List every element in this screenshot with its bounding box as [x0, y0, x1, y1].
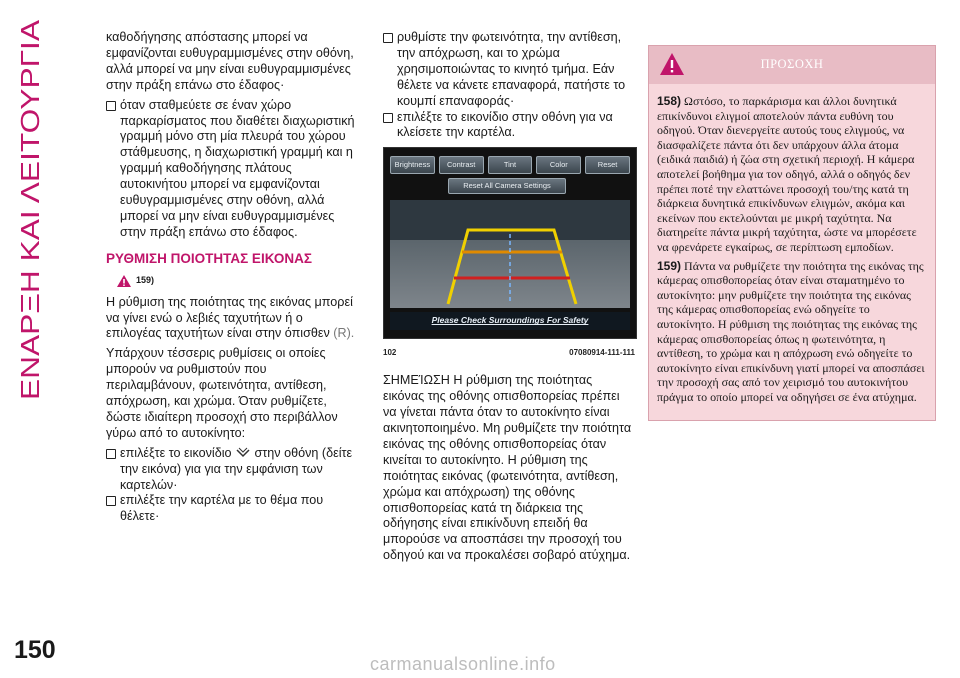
list-item — [383, 110, 635, 142]
warning-triangle-icon — [659, 52, 685, 76]
color-button[interactable]: Color — [536, 156, 581, 174]
list-item — [106, 446, 358, 494]
checkbox-bullet-icon — [106, 449, 116, 459]
paragraph-text: Η ρύθμιση της ποιότητας της εικόνας μπορεί να γίνει ενώ ο λεβιές ταχυτήτων ή ο επιλογέας ταχυτήτων είναι στην όπισθεν — [106, 294, 353, 341]
list-item-text-a: επιλέξτε το εικονίδιο — [120, 445, 232, 460]
column-left — [106, 30, 358, 525]
checkbox-bullet-icon — [383, 113, 393, 123]
warning-ref-number: 159) — [136, 274, 155, 285]
checkbox-bullet-icon — [383, 33, 393, 43]
list-item — [106, 98, 358, 241]
warning-item-text: Ωστόσο, το παρκάρισμα και άλλοι δυνητικά επικίνδυνοι ελιγμοί αποτελούν πάντα ευθύνη του οδηγού. Όταν διενεργείτε αυτούς τους ελιγμούς, να διασφαλίζετε πάντα ότι δεν υπάρχουν άλλα άτομα (ειδικά παιδιά) ή ζώα στη σχετική περιοχή. Η κάμερα αποτελεί βοήθημα για τον οδηγό, αλλά ο οδηγός δεν πρέπει ποτέ την ελαττώνει προσοχή του/της κατά τη διάρκεια δυνητικά επικίνδυνων ελιγμών, ακόμα και εκείνων που εκτελούνται με μικρή ταχύτητα. Να διατηρείτε πάντα μικρή ταχύτητα, ώστε να μπορέσετε να φρενάρετε εγκαίρως, σε περίπτωση εμποδίων. — [657, 94, 917, 254]
column-right — [648, 45, 936, 421]
reset-button[interactable]: Reset — [585, 156, 630, 174]
chapter-title-svg — [8, 12, 48, 402]
safety-banner: Please Check Surroundings For Safety — [390, 312, 630, 330]
tint-button[interactable]: Tint — [488, 156, 533, 174]
paragraph: καθοδήγησης απόστασης μπορεί να εμφανίζονται ευθυγραμμισμένες στην οθόνη, αλλά μπορεί να μην είναι ευθυγραμμισμένες στην πράξη επάνω στο έδαφος· — [106, 30, 354, 92]
gear-reference: (R). — [333, 326, 355, 341]
watermark: carmanualsonline.info — [370, 654, 556, 674]
list-item-text: όταν σταθμεύετε σε έναν χώρο παρκαρίσματος που διαθέτει διαχωριστική γραμμή μόνο στη μία πλευρά του χώρου στάθμευσης, η διαχωριστική γραμμή και η γραμμή καθοδήγησης πλάτους αυτοκινήτου μπορεί να εμφανίζονται ευθυγραμμισμένες στην οθόνη, αλλά μπορεί να μην είναι ευθυγραμμισμένες στην πράξη επάνω στο έδαφος. — [120, 97, 355, 239]
warning-item-text: Πάντα να ρυθμίζετε την ποιότητα της εικόνας της κάμερας οπισθοπορείας όταν είναι σταματημένο το αυτοκίνητο: μην ρυθμίζετε την ποιότητα της εικόνας της κάμερας οπισθοπορείας ενώ οδηγείτε το αυτοκίνητο. Η ρύθμιση της ποιότητας της εικόνας της κάμερας οπισθοπορείας όπως η φωτεινότητα, η αντίθεση, το χρώμα και η απόχρωση ενώ οδηγείτε το αυτοκίνητο είναι επικίνδυνη γιατί μπορεί να αποσπάσει την προσοχή σας από τον χειρισμό του αυτοκινήτου πράγμα το οποίο μπορεί να οδηγήσει σε ένα ατύχημα. — [657, 258, 925, 404]
paragraph: Υπάρχουν τέσσερις ρυθμίσεις οι οποίες μπορούν να ρυθμιστούν που περιλαμβάνουν, φωτεινότητα, αντίθεση, απόχρωση, και χρώμα. Όταν ρυθμίζετε, δώστε ιδιαίτερη προσοχή στο περιβάλλον γύρω από το αυτοκίνητο: — [106, 346, 338, 440]
figure-caption — [383, 345, 635, 361]
chapter-title-text: ΕΝΑΡΞΗ ΚΑΙ ΛΕΙΤΟΥΡΓΙΑ — [15, 88, 45, 400]
parking-guide-lines — [390, 200, 630, 306]
camera-screen-figure — [383, 147, 637, 339]
list-item-text: επιλέξτε το εικονίδιο στην οθόνη για να κλείσετε την καρτέλα. — [397, 109, 613, 140]
list-item-text — [120, 446, 358, 494]
contrast-button[interactable]: Contrast — [439, 156, 484, 174]
reset-all-button[interactable]: Reset All Camera Settings — [448, 178, 566, 194]
page-number: 150 — [14, 636, 56, 664]
settings-chevron-icon — [235, 447, 251, 459]
warning-box — [648, 45, 936, 421]
camera-settings-tabs — [390, 156, 630, 174]
chapter-side-title — [8, 12, 48, 402]
figure-number: 102 — [383, 348, 397, 358]
warning-title: ΠΡΟΣΟΧΗ — [760, 57, 824, 72]
warning-reference — [116, 273, 358, 289]
rear-camera-view — [390, 200, 630, 308]
list-item-text-b: στην οθόνη (δείτε την εικόνα) για για την εμφάνιση των καρτελών· — [120, 445, 353, 492]
list-item — [106, 493, 358, 525]
list-item-text: ρυθμίστε την φωτεινότητα, την αντίθεση, την απόχρωση, και το χρώμα χρησιμοποιώντας το κινητό τμήμα. Εάν θέλετε να κάνετε επαναφορά, πατήστε το κουμπί επαναφοράς· — [397, 30, 626, 108]
section-heading: ΡΥΘΜΙΣΗ ΠΟΙΟΤΗΤΑΣ ΕΙΚΟΝΑΣ — [106, 250, 312, 266]
figure-code: 07080914-111-111 — [569, 348, 635, 358]
checkbox-bullet-icon — [106, 496, 116, 506]
warning-item-number: 158) — [657, 94, 682, 108]
list-item — [383, 30, 635, 110]
warning-triangle-icon — [116, 274, 132, 288]
note-paragraph: ΣΗΜΕΊΩΣΗ Η ρύθμιση της ποιότητας εικόνας της οθόνης οπισθοπορείας πρέπει να γίνεται πάντα όταν το αυτοκίνητο είναι ακινητοποιημένο. Μη ρυθμίζετε την ποιότητα εικόνας της οθόνης οπισθοπορείας όταν κινείται το αυτοκίνητο. Η ρύθμιση της ποιότητας εικόνας (φωτεινότητα, αντίθεση, χρώμα και απόχρωση) της οθόνης οπισθοπορείας κατά τη διάρκεια της οδήγησης είναι επικίνδυνη επειδή θα μπορούσε να αποσπάσει την προσοχή του οδηγού και να προκαλέσει σοβαρό ατύχημα. — [383, 373, 632, 563]
checkbox-bullet-icon — [106, 101, 116, 111]
warning-item-number: 159) — [657, 258, 682, 273]
list-item-text: επιλέξτε την καρτέλα με το θέμα που θέλετε· — [120, 493, 324, 524]
warning-header — [649, 46, 935, 84]
brightness-button[interactable]: Brightness — [390, 156, 435, 174]
warning-item — [657, 94, 927, 255]
paragraph — [106, 295, 358, 343]
warning-body — [649, 84, 935, 420]
warning-item — [657, 259, 927, 405]
column-middle — [383, 30, 635, 568]
